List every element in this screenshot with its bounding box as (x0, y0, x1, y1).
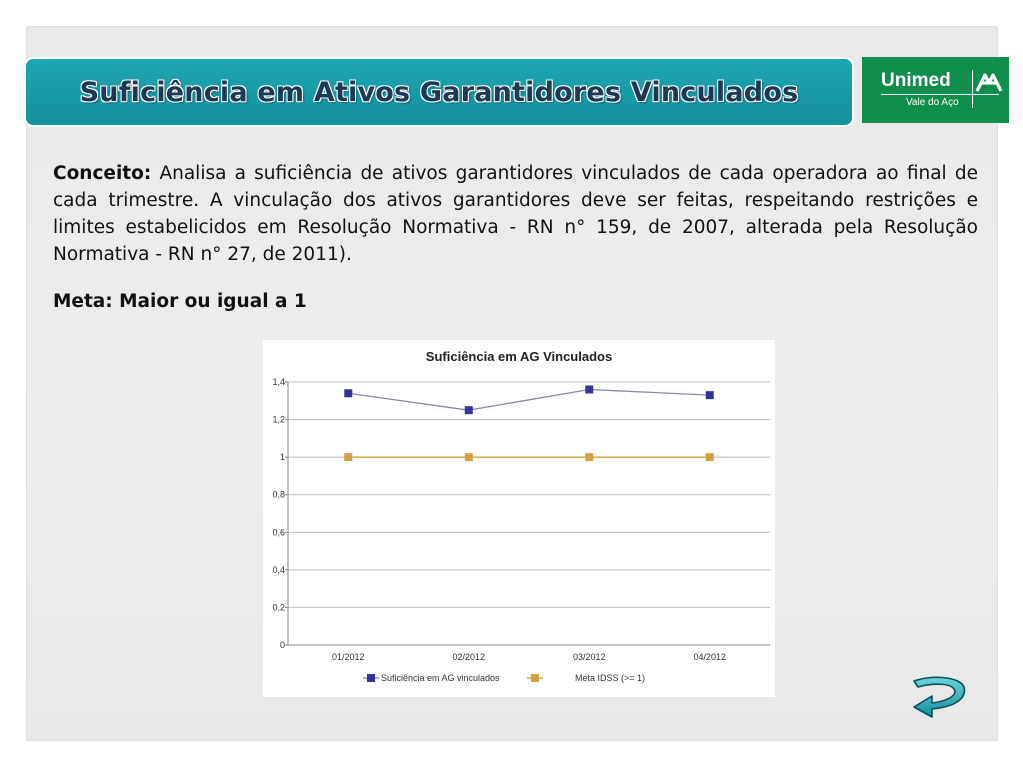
y-tick-label: 1,4 (272, 377, 285, 387)
series-line-1 (348, 390, 710, 411)
y-tick-label: 0,4 (272, 564, 285, 575)
legend-label-1: Suficiência em AG vinculados (381, 673, 500, 683)
logo-divider (972, 70, 973, 108)
x-tick-label: 02/2012 (452, 652, 486, 662)
y-tick-label: 0,8 (272, 489, 285, 500)
y-tick-label: 1,2 (272, 414, 285, 425)
title-bar (24, 57, 854, 127)
slide-title: Suficiência em Ativos Garantidores Vinculados (79, 76, 799, 108)
line-chart (263, 340, 775, 697)
y-tick-label: 1 (279, 452, 285, 463)
data-point-series-1 (706, 391, 714, 399)
data-point-series-2 (585, 453, 593, 461)
logo-rule (881, 94, 999, 95)
x-tick-label: 01/2012 (331, 652, 365, 662)
data-point-series-2 (344, 453, 352, 461)
logo-name: Unimed (881, 70, 951, 91)
logo-subtitle: Vale do Aço (906, 97, 959, 108)
return-arrow-icon[interactable] (910, 673, 968, 721)
chart-title: Suficiência em AG Vinculados (425, 349, 613, 364)
concept-paragraph (53, 160, 978, 268)
meta-text: Meta: Maior ou igual a 1 (53, 291, 307, 312)
unimed-tree-icon (975, 71, 1003, 93)
x-tick-label: 03/2012 (572, 652, 606, 662)
data-point-series-2 (465, 453, 473, 461)
unimed-logo (862, 57, 1009, 123)
legend-marker-2 (531, 674, 539, 682)
chart-container (263, 340, 775, 697)
y-tick-label: 0 (279, 640, 285, 650)
legend-label-2: Meta IDSS (>= 1) (575, 673, 646, 683)
data-point-series-2 (706, 453, 714, 461)
data-point-series-1 (344, 389, 352, 397)
concept-label: Conceito: (53, 163, 152, 184)
y-tick-label: 0,2 (272, 602, 285, 613)
y-tick-label: 0,6 (272, 527, 285, 538)
data-point-series-1 (585, 386, 593, 394)
legend-marker-1 (367, 674, 375, 682)
x-tick-label: 04/2012 (693, 652, 727, 662)
data-point-series-1 (465, 406, 473, 414)
concept-text: Analisa a suficiência de ativos garantidores vinculados de cada operadora ao final de cada trimestre. A vinculação dos ativos garantidores deve ser feitas, respeitando restrições e limites estabelicidos em Resolução Normativa - RN n° 159, de 2007, alterada pela Resolução Normativa - RN n° 27, de 2011). (53, 163, 978, 265)
